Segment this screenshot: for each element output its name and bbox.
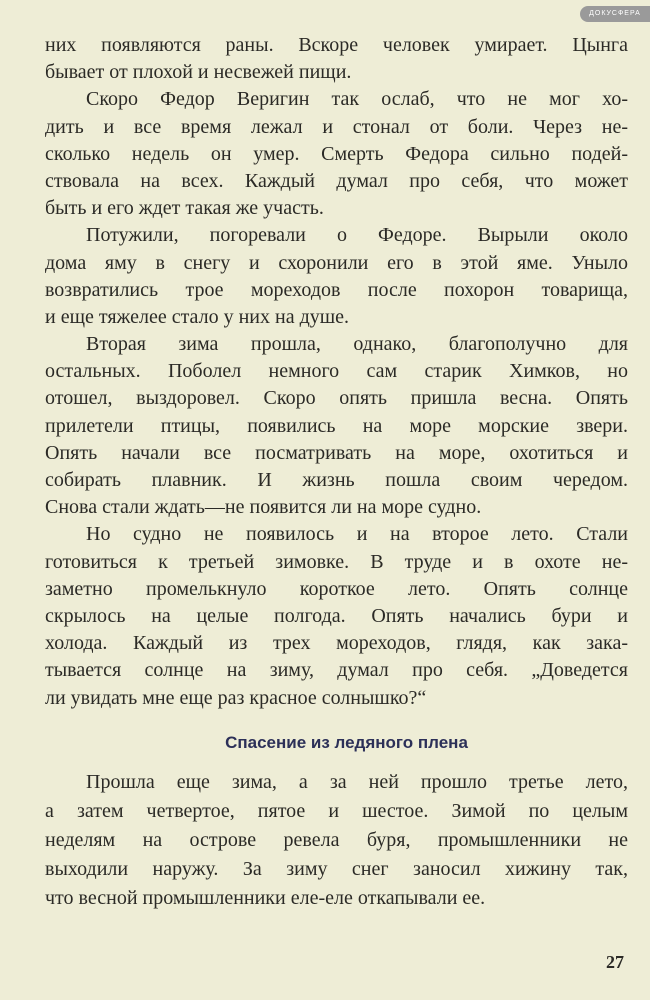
text-line: Вторая зима прошла, однако, благополучно для	[86, 333, 628, 356]
paragraph	[45, 32, 628, 86]
text-line: и еще тяжелее стало у них на душе.	[45, 305, 350, 328]
text-line: а затем четвертое, пятое и шестое. Зимой по целым	[45, 799, 628, 822]
text-line: неделям на острове ревела буря, промышленники не	[45, 829, 628, 852]
paragraph	[45, 86, 628, 222]
text-line: Потужили, погоревали о Федоре. Вырыли около	[86, 224, 628, 247]
text-section	[45, 768, 628, 914]
text-line: быть и его ждет такая же участь.	[45, 197, 324, 220]
chapter-heading: Спасение из ледяного плена	[225, 732, 468, 752]
text-line: Но судно не появилось и на второе лето. Стали	[86, 523, 628, 546]
text-line: бывает от плохой и несвежей пищи.	[45, 61, 352, 84]
text-line: ствовала на всех. Каждый думал про себя, что может	[45, 169, 628, 192]
text-line: выходили наружу. За зиму снег заносил хижину так,	[45, 858, 628, 881]
text-line: остальных. Поболел немного сам старик Химков, но	[45, 360, 628, 383]
text-line: собирать плавник. И жизнь пошла своим чередом.	[45, 469, 628, 491]
text-section	[45, 32, 628, 712]
page-number: 27	[606, 952, 624, 972]
text-line: них появляются раны. Вскоре человек умирает. Цынга	[45, 34, 628, 56]
text-line: Скоро Федор Веригин так ослаб, что не мог хо-	[86, 88, 628, 111]
text-line: отошел, выздоровел. Скоро опять пришла весна. Опять	[45, 387, 628, 410]
text-line: дить и все время лежал и стонал от боли. Через не-	[45, 115, 628, 138]
text-line: тывается солнце на зиму, думал про себя. „Доведется	[45, 659, 628, 682]
paragraph	[45, 331, 628, 521]
text-line: что весной промышленники еле-еле откапывали ее.	[45, 887, 486, 910]
text-line: Опять начали все посматривать на море, охотиться и	[45, 441, 628, 464]
text-line: заметно промелькнуло короткое лето. Опять солнце	[45, 577, 628, 600]
paragraph	[45, 768, 628, 914]
text-line: дома яму в снегу и схоронили его в этой яме. Уныло	[45, 251, 628, 274]
text-line: сколько недель он умер. Смерть Федора сильно подей-	[45, 142, 628, 165]
paragraph	[45, 521, 628, 711]
text-line: возвратились трое мореходов после похорон товарища,	[45, 278, 628, 301]
text-line: прилетели птицы, появились на море морские звери.	[45, 414, 628, 437]
text-line: холода. Каждый из трех мореходов, глядя, как зака-	[45, 632, 628, 655]
text-line: ли увидать мне еще раз красное солнышко?“	[45, 686, 427, 709]
text-line: готовиться к третьей зимовке. В труде и в охоте не-	[45, 550, 628, 573]
watermark-logo: ДОКУСФЕРА	[580, 6, 650, 22]
book-page	[45, 32, 628, 914]
paragraph	[45, 222, 628, 331]
text-line: скрылось на целые полгода. Опять начались бури и	[45, 604, 628, 627]
text-line: Прошла еще зима, а за ней прошло третье лето,	[86, 770, 628, 793]
text-line: Снова стали ждать—не появится ли на море судно.	[45, 496, 482, 519]
